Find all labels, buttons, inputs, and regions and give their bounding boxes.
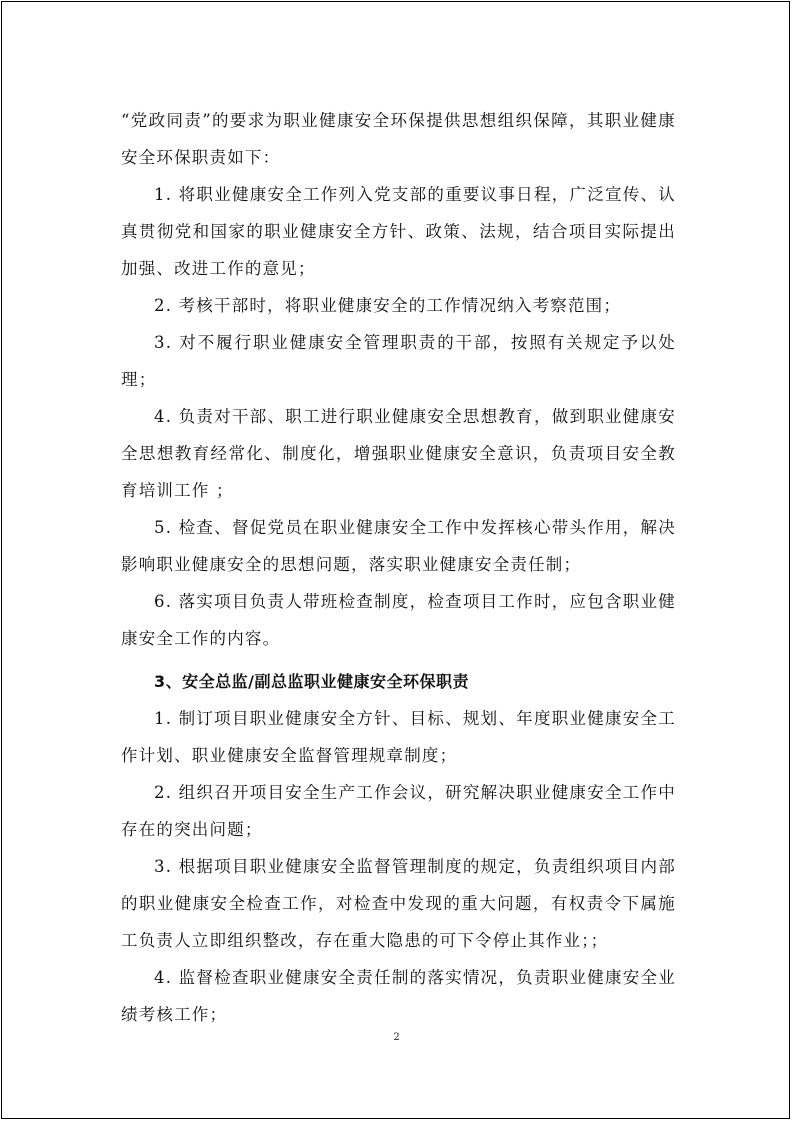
director-duty-4: 4. 监督检查职业健康安全责任制的落实情况，负责职业健康安全业绩考核工作；: [121, 968, 676, 1024]
party-duty-2: 2. 考核干部时，将职业健康安全的工作情况纳入考察范围；: [154, 296, 622, 315]
party-duty-3: 3. 对不履行职业健康安全管理职责的干部，按照有关规定予以处理；: [121, 333, 676, 389]
party-duty-6: 6. 落实项目负责人带班检查制度，检查项目工作时，应包含职业健康安全工作的内容。: [121, 592, 676, 648]
party-duty-1: 1. 将职业健康安全工作列入党支部的重要议事日程，广泛宣传、认真贯彻党和国家的职业健康安全方针、政策、法规，结合项目实际提出加强、改进工作的意见；: [121, 185, 676, 278]
party-duty-4: 4. 负责对干部、职工进行职业健康安全思想教育，做到职业健康安全思想教育经常化、制度化，增强职业健康安全意识，负责项目安全教育培训工作 ；: [121, 407, 676, 500]
director-duty-1: 1. 制订项目职业健康安全方针、目标、规划、年度职业健康安全工作计划、职业健康安全监督管理规章制度；: [121, 709, 676, 765]
director-duty-3: 3. 根据项目职业健康安全监督管理制度的规定，负责组织项目内部的职业健康安全检查工作，对检查中发现的重大问题，有权责令下属施工负责人立即组织整改，存在重大隐患的可下令停止其作业；；: [121, 857, 676, 950]
section-heading: 3、安全总监/副总监职业健康安全环保职责: [154, 672, 469, 691]
page-number: 2: [393, 1032, 400, 1043]
director-duty-2: 2. 组织召开项目安全生产工作会议，研究解决职业健康安全工作中存在的突出问题；: [121, 783, 676, 839]
intro-paragraph: “党政同责”的要求为职业健康安全环保提供思想组织保障，其职业健康安全环保职责如下：: [121, 111, 676, 167]
document-body: [121, 102, 676, 1033]
party-duty-5: 5. 检查、督促党员在职业健康安全工作中发挥核心带头作用，解决影响职业健康安全的思想问题，落实职业健康安全责任制；: [121, 518, 676, 574]
